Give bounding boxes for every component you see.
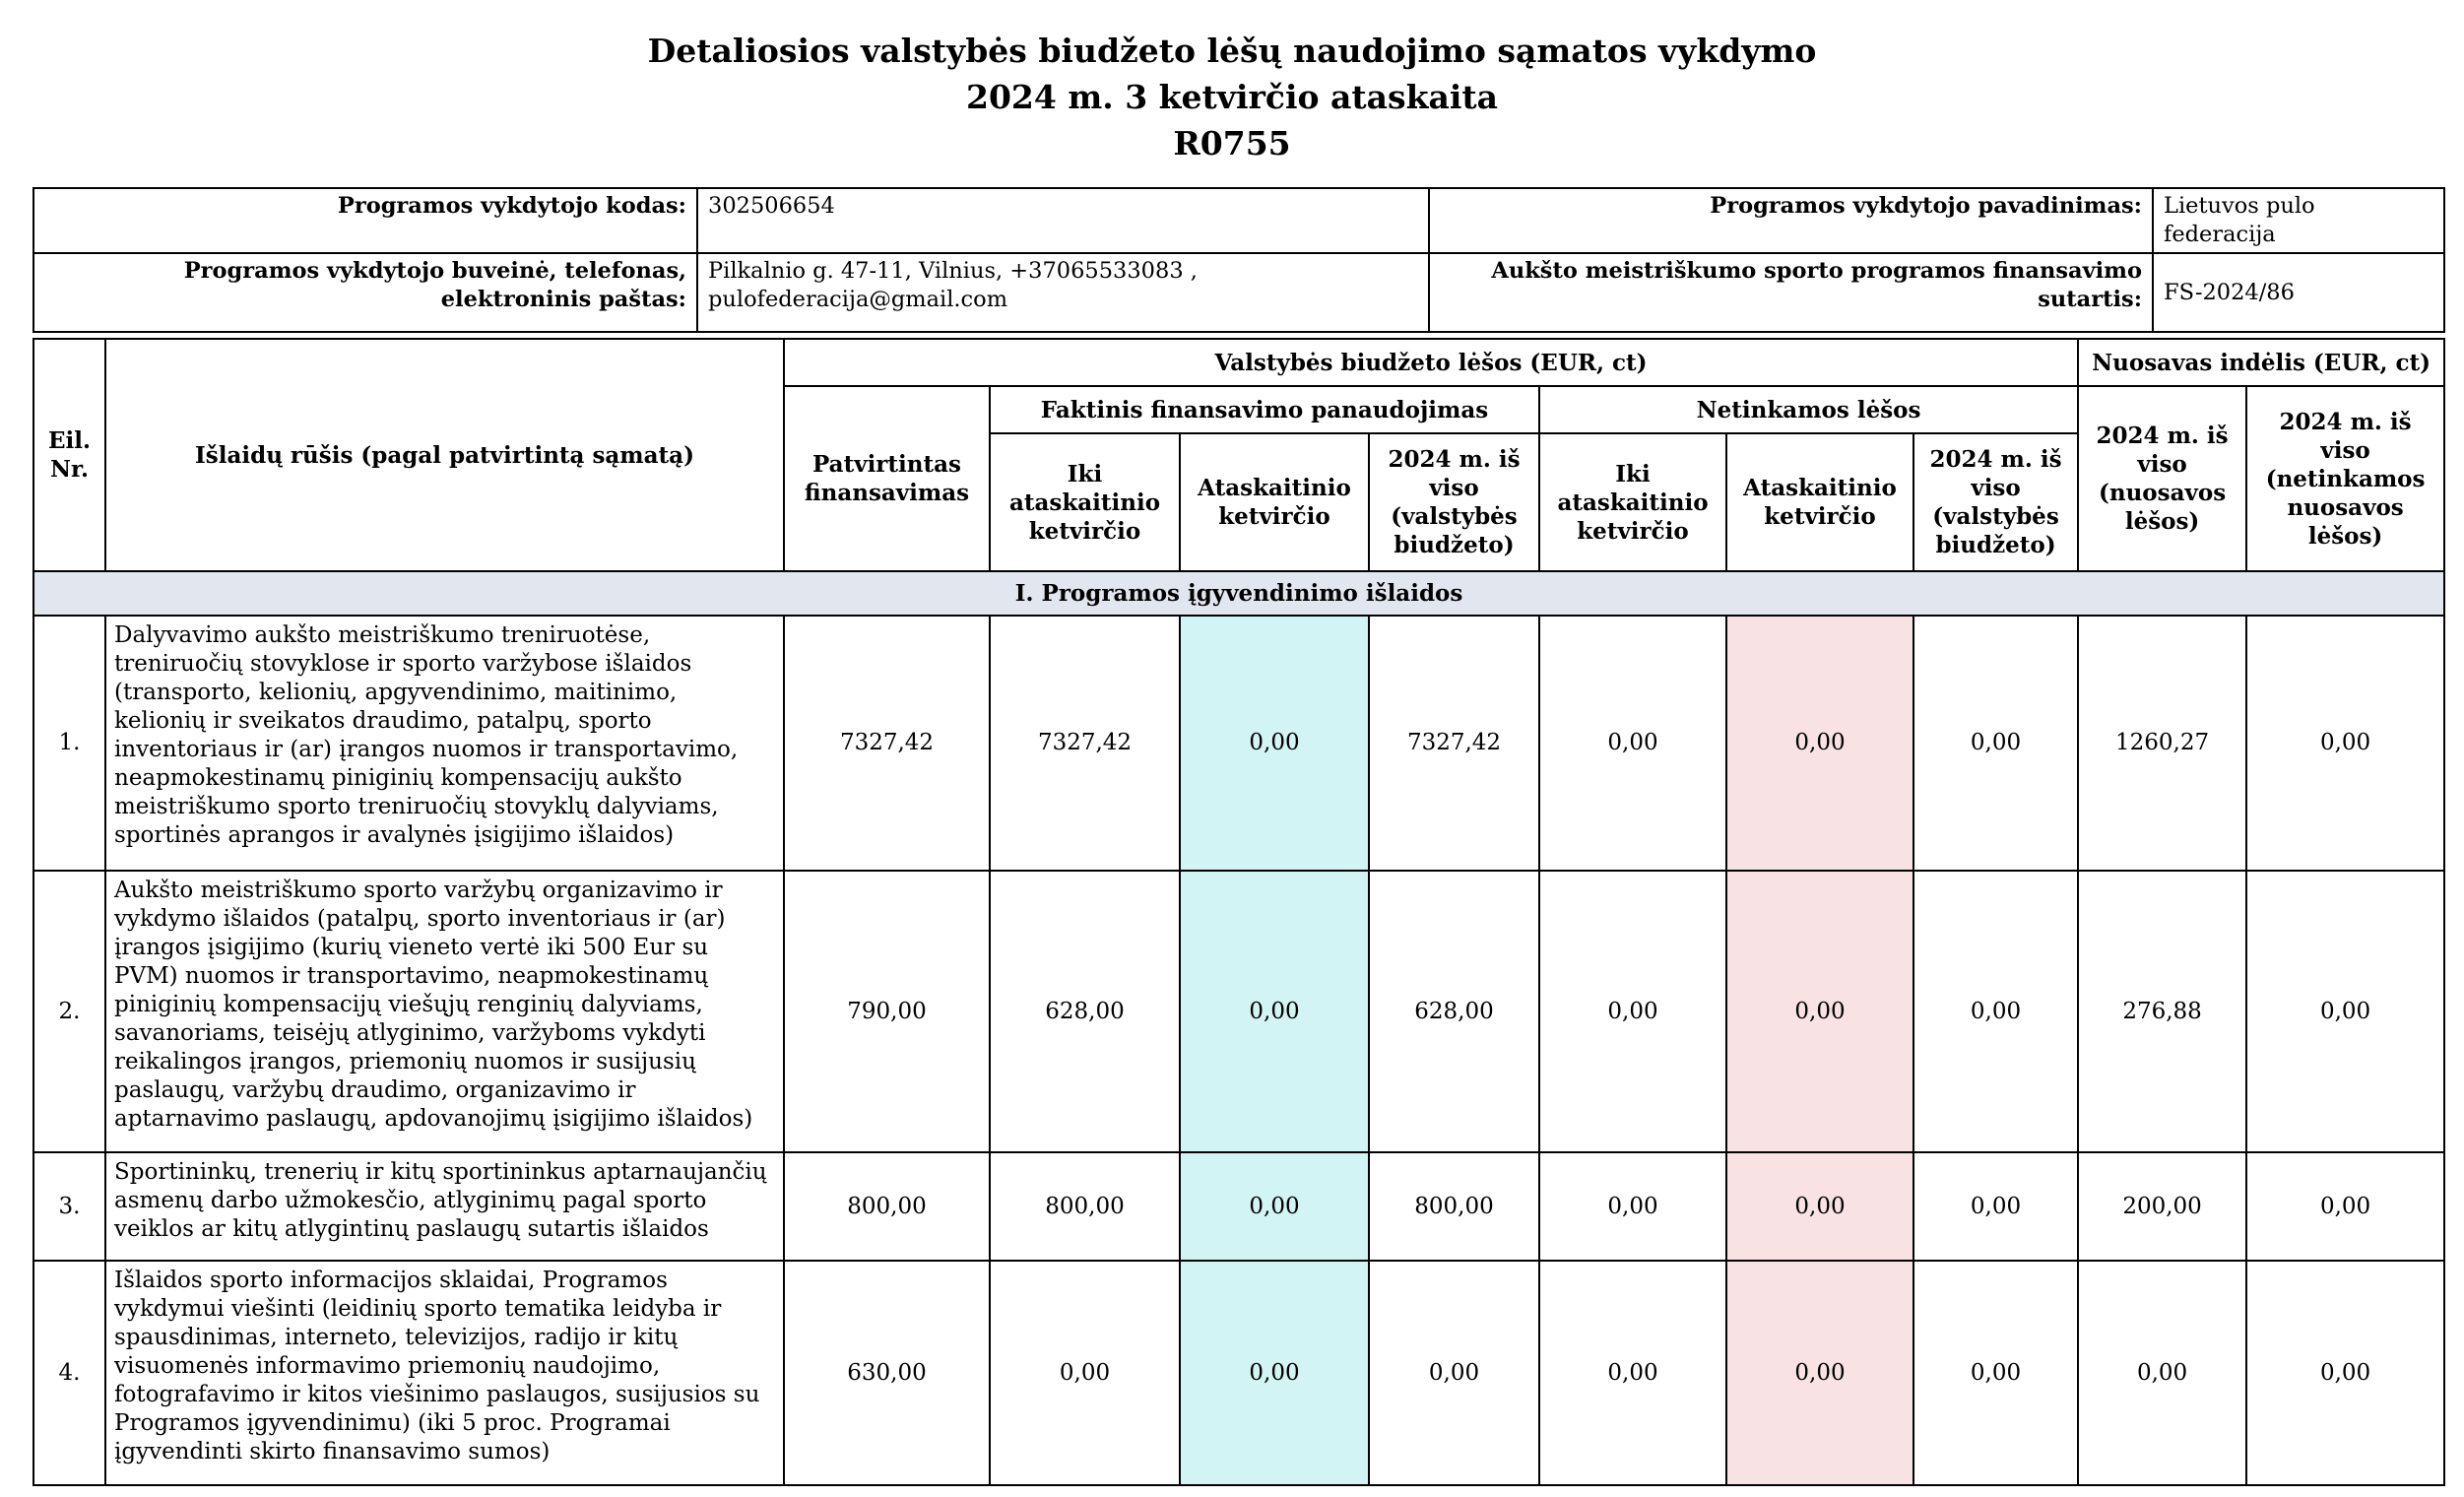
row-description: Dalyvavimo aukšto meistriškumo treniruotėse, treniruočių stovyklose ir sporto varžybose išlaidos (transporto, kelionių, apgyvendinimo, maitinimo, kelionių ir sveikatos draudimo, patalpų, sporto inventoriaus ir (ar) įrangos nuomos ir transportavimo, neapmokestinamų piniginių kompensacijų aukšto meistriškumo sporto treniruočių stovyklų dalyviams, sportinės aprangos ir avalynės įsigijimo išlaidos)	[105, 616, 784, 871]
table-row	[33, 871, 2444, 1152]
header-actual-quarter: Ataskaitinio ketvirčio	[1180, 433, 1369, 571]
row-own-total: 1260,27	[2078, 616, 2246, 871]
header-state-budget: Valstybės biudžeto lėšos (EUR, ct)	[784, 339, 2078, 386]
row-ineligible-until: 0,00	[1539, 871, 1726, 1152]
table-row	[33, 1261, 2444, 1485]
title-line-1: Detaliosios valstybės biudžeto lėšų naudojimo sąmatos vykdymo	[647, 32, 1817, 70]
title-line-2: 2024 m. 3 ketvirčio ataskaita	[965, 78, 1498, 116]
row-description: Sportininkų, trenerių ir kitų sportininkus aptarnaujančių asmenų darbo užmokesčio, atlyginimų pagal sporto veiklos ar kitų atlygintinų paslaugų sutartis išlaidos	[105, 1152, 784, 1261]
header-own-contribution: Nuosavas indėlis (EUR, ct)	[2078, 339, 2444, 386]
header-ineligible: Netinkamos lėšos	[1539, 386, 2078, 433]
executor-address-value	[697, 253, 1429, 332]
executor-address-label: Programos vykdytojo buveinė, telefonas, elektroninis paštas:	[33, 253, 697, 332]
row-actual-total: 0,00	[1369, 1261, 1539, 1485]
row-actual-until: 800,00	[990, 1152, 1180, 1261]
row-actual-total: 628,00	[1369, 871, 1539, 1152]
row-actual-quarter: 0,00	[1180, 1261, 1369, 1485]
row-actual-total: 800,00	[1369, 1152, 1539, 1261]
executor-code-label: Programos vykdytojo kodas:	[33, 188, 697, 253]
row-actual-until: 0,00	[990, 1261, 1180, 1485]
header-actual-use: Faktinis finansavimo panaudojimas	[990, 386, 1539, 433]
row-approved: 7327,42	[784, 616, 990, 871]
executor-code-value: 302506654	[697, 188, 1429, 253]
header-nr: Eil. Nr.	[33, 339, 105, 571]
row-ineligible-until: 0,00	[1539, 616, 1726, 871]
row-nr: 2.	[33, 871, 105, 1152]
row-own-ineligible: 0,00	[2246, 616, 2444, 871]
row-ineligible-total: 0,00	[1913, 1261, 2078, 1485]
row-own-total: 0,00	[2078, 1261, 2246, 1485]
address-line-1: Pilkalnio g. 47-11, Vilnius, +37065533083 ,	[708, 258, 1198, 284]
row-approved: 630,00	[784, 1261, 990, 1485]
header-approved: Patvirtintas finansavimas	[784, 386, 990, 571]
row-actual-until: 628,00	[990, 871, 1180, 1152]
row-own-ineligible: 0,00	[2246, 1152, 2444, 1261]
budget-table	[32, 338, 2445, 1486]
header-own-total: 2024 m. iš viso (nuosavos lėšos)	[2078, 386, 2246, 571]
row-description: Išlaidos sporto informacijos sklaidai, Programos vykdymui viešinti (leidinių sporto tematika leidyba ir spausdinimas, interneto, televizijos, radijo ir kitų visuomenės informavimo priemonių naudojimo, fotografavimo ir kitos viešinimo paslaugos, susijusios su Programos įgyvendinimu) (iki 5 proc. Programai įgyvendinti skirto finansavimo sumos)	[105, 1261, 784, 1485]
row-own-ineligible: 0,00	[2246, 871, 2444, 1152]
contract-label: Aukšto meistriškumo sporto programos finansavimo sutartis:	[1429, 253, 2153, 332]
title-line-3: R0755	[1173, 124, 1291, 163]
report-title	[0, 28, 2464, 166]
row-actual-quarter: 0,00	[1180, 1152, 1369, 1261]
row-ineligible-quarter: 0,00	[1726, 616, 1913, 871]
table-row	[33, 1152, 2444, 1261]
executor-name-label: Programos vykdytojo pavadinimas:	[1429, 188, 2153, 253]
header-ineligible-quarter: Ataskaitinio ketvirčio	[1726, 433, 1913, 571]
row-ineligible-quarter: 0,00	[1726, 871, 1913, 1152]
section-title: I. Programos įgyvendinimo išlaidos	[33, 571, 2444, 616]
row-nr: 4.	[33, 1261, 105, 1485]
header-ineligible-total: 2024 m. iš viso (valstybės biudžeto)	[1913, 433, 2078, 571]
row-ineligible-quarter: 0,00	[1726, 1261, 1913, 1485]
header-actual-total: 2024 m. iš viso (valstybės biudžeto)	[1369, 433, 1539, 571]
row-ineligible-total: 0,00	[1913, 871, 2078, 1152]
row-actual-until: 7327,42	[990, 616, 1180, 871]
contract-value: FS-2024/86	[2153, 253, 2444, 332]
row-actual-quarter: 0,00	[1180, 616, 1369, 871]
row-ineligible-total: 0,00	[1913, 616, 2078, 871]
row-own-total: 200,00	[2078, 1152, 2246, 1261]
executor-info-table	[32, 187, 2445, 333]
header-own-ineligible: 2024 m. iš viso (netinkamos nuosavos lėšos)	[2246, 386, 2444, 571]
row-approved: 800,00	[784, 1152, 990, 1261]
row-approved: 790,00	[784, 871, 990, 1152]
row-actual-total: 7327,42	[1369, 616, 1539, 871]
row-nr: 3.	[33, 1152, 105, 1261]
header-ineligible-until: Iki ataskaitinio ketvirčio	[1539, 433, 1726, 571]
executor-name-value: Lietuvos pulo federacija	[2153, 188, 2444, 253]
row-ineligible-until: 0,00	[1539, 1152, 1726, 1261]
header-actual-until: Iki ataskaitinio ketvirčio	[990, 433, 1180, 571]
header-expense-type: Išlaidų rūšis (pagal patvirtintą sąmatą)	[105, 339, 784, 571]
section-row	[33, 571, 2444, 616]
row-description: Aukšto meistriškumo sporto varžybų organizavimo ir vykdymo išlaidos (patalpų, sporto inventoriaus ir (ar) įrangos įsigijimo (kurių vieneto vertė iki 500 Eur su PVM) nuomos ir transportavimo, neapmokestinamų piniginių kompensacijų viešųjų renginių dalyviams, savanoriams, teisėjų atlyginimo, varžyboms vykdyti reikalingos įrangos, priemonių nuomos ir susijusių paslaugų, varžybų draudimo, organizavimo ir aptarnavimo paslaugų, apdovanojimų įsigijimo išlaidos)	[105, 871, 784, 1152]
row-own-total: 276,88	[2078, 871, 2246, 1152]
row-ineligible-quarter: 0,00	[1726, 1152, 1913, 1261]
table-row	[33, 616, 2444, 871]
address-line-2: pulofederacija@gmail.com	[708, 287, 1008, 312]
row-actual-quarter: 0,00	[1180, 871, 1369, 1152]
row-own-ineligible: 0,00	[2246, 1261, 2444, 1485]
row-nr: 1.	[33, 616, 105, 871]
row-ineligible-until: 0,00	[1539, 1261, 1726, 1485]
row-ineligible-total: 0,00	[1913, 1152, 2078, 1261]
